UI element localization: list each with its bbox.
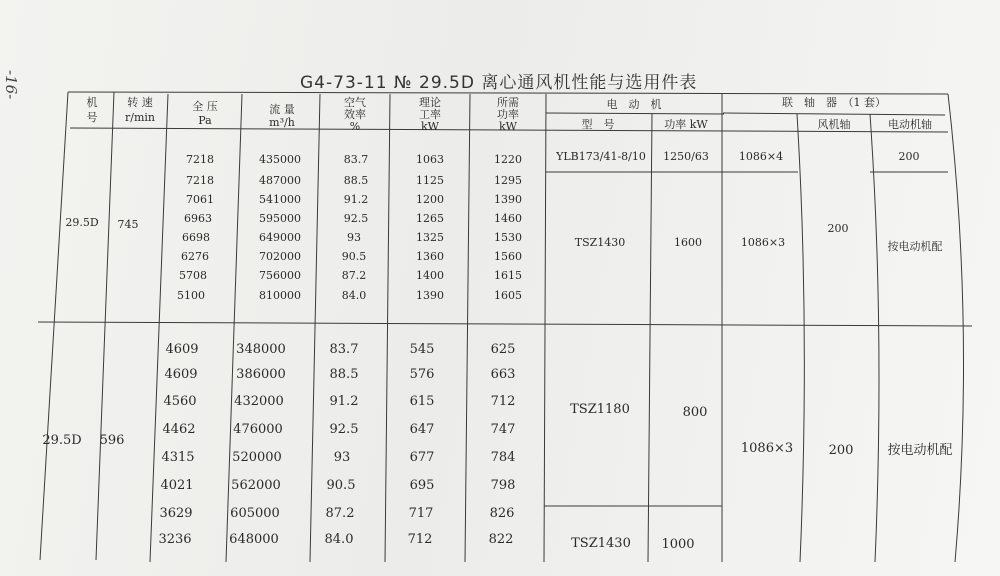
header-efficiency-2: 效率	[344, 108, 366, 121]
g1-pressure: 6963	[184, 212, 212, 225]
g2-motor-a-power: 800	[682, 405, 708, 420]
g2-motor-b-model: TSZ1430	[571, 536, 631, 551]
g2-theory: 647	[409, 422, 435, 437]
g1-coupling-a: 1086×4	[738, 150, 784, 163]
g2-motor-a-model: TSZ1180	[570, 402, 630, 417]
g2-pressure: 4462	[162, 422, 196, 437]
group-divider	[38, 322, 972, 326]
g1-motor-a-power: 1250/63	[663, 150, 709, 163]
g2-eff: 93	[333, 450, 351, 465]
g1-theory: 1325	[416, 231, 444, 244]
g1-eff: 93	[347, 231, 361, 244]
header-required: 所需	[497, 96, 519, 109]
group-1	[65, 150, 942, 302]
g2-required: 712	[490, 394, 516, 409]
g2-coupling: 1086×3	[740, 441, 794, 456]
g1-pressure: 5708	[179, 269, 207, 282]
g2-theory: 717	[408, 506, 434, 521]
g1-flow: 702000	[259, 250, 301, 263]
col-line-1	[96, 92, 114, 560]
g1-pressure: 7218	[186, 153, 214, 166]
g1-pressure: 6276	[181, 250, 209, 263]
g1-motor-shaft-b: 按电动机配	[887, 240, 943, 253]
g1-theory: 1125	[416, 174, 444, 187]
table-title: G4-73-11 № 29.5D 离心通风机性能与选用件表	[300, 73, 698, 93]
g1-coupling-b: 1086×3	[740, 236, 786, 249]
g2-eff: 83.7	[329, 342, 359, 357]
g2-fan-shaft: 200	[828, 443, 854, 458]
g2-flow: 520000	[232, 450, 282, 465]
g2-flow: 348000	[236, 342, 286, 357]
g2-flow: 562000	[231, 478, 281, 493]
g1-flow: 649000	[259, 231, 301, 244]
g2-eff: 90.5	[326, 478, 356, 493]
g1-fan-shaft: 200	[827, 222, 849, 235]
g2-flow: 605000	[230, 506, 280, 521]
g2-required: 798	[490, 478, 516, 493]
g1-motor-b-model: TSZ1430	[574, 236, 626, 249]
header-flow: 流 量	[269, 103, 295, 116]
g2-required: 625	[490, 342, 516, 357]
g1-flow: 756000	[259, 269, 301, 282]
g1-pressure: 6698	[182, 231, 210, 244]
g2-eff: 88.5	[329, 367, 359, 382]
g2-eff: 87.2	[325, 506, 355, 521]
group2-machine-no: 29.5D	[42, 433, 82, 448]
g1-eff: 84.0	[341, 289, 367, 302]
header-theory-2: 工率	[419, 108, 441, 121]
group2-speed: 596	[99, 433, 125, 448]
g1-motor-a-model: YLB173/41-8/10	[556, 150, 646, 163]
g1-required: 1295	[494, 174, 522, 187]
g2-required: 784	[490, 450, 516, 465]
header-motor-shaft: 电动机轴	[888, 118, 932, 131]
g1-theory: 1063	[416, 153, 444, 166]
header-speed-unit: r/min	[125, 111, 155, 124]
g1-flow: 810000	[259, 289, 301, 302]
group1-machine-no: 29.5D	[65, 216, 99, 229]
header-machine-2: 号	[86, 111, 98, 124]
g2-pressure: 4609	[165, 342, 199, 357]
g1-required: 1390	[494, 193, 522, 206]
g1-pressure: 7218	[186, 174, 214, 187]
g2-pressure: 4315	[161, 450, 195, 465]
header-motor: 电 动 机	[606, 98, 662, 111]
g1-required: 1615	[494, 269, 522, 282]
g2-theory: 695	[409, 478, 435, 493]
g1-pressure: 5100	[177, 289, 205, 302]
g1-theory: 1390	[416, 289, 444, 302]
g1-required: 1530	[494, 231, 522, 244]
g2-required: 822	[488, 532, 514, 547]
header-theory: 理论	[419, 96, 441, 109]
g1-eff: 83.7	[343, 153, 369, 166]
coupling-subheader-rule	[723, 113, 945, 115]
g2-pressure: 4021	[160, 478, 194, 493]
g1-flow: 435000	[259, 153, 301, 166]
left-border	[40, 92, 68, 560]
header-efficiency: 空气	[344, 96, 366, 109]
g1-flow: 487000	[259, 174, 301, 187]
header-fan-shaft: 风机轴	[817, 118, 851, 131]
g1-eff: 90.5	[341, 250, 367, 263]
page-number: -16-	[2, 70, 20, 100]
g2-pressure: 3236	[158, 532, 192, 547]
g2-pressure: 4609	[164, 367, 198, 382]
g2-required: 747	[490, 422, 516, 437]
right-border	[948, 94, 964, 562]
g1-eff: 87.2	[341, 269, 367, 282]
g2-motor-b-power: 1000	[661, 537, 695, 552]
g1-eff: 92.5	[343, 212, 369, 225]
g1-pressure: 7061	[186, 193, 214, 206]
g1-flow: 595000	[259, 212, 301, 225]
g2-theory: 677	[409, 450, 435, 465]
header-coupling: 联 轴 器 （1 套）	[782, 96, 886, 109]
g2-flow: 648000	[229, 532, 279, 547]
motor-subheader-rule	[546, 113, 724, 114]
g2-required: 826	[489, 506, 515, 521]
header-motor-power: 功率 kW	[664, 118, 708, 131]
header-speed: 转 速	[127, 96, 153, 109]
g2-pressure: 4560	[163, 394, 197, 409]
group1-speed: 745	[117, 218, 139, 231]
g1-motor-shaft-a: 200	[898, 150, 920, 163]
g1-theory: 1360	[416, 250, 444, 263]
g2-theory: 576	[409, 367, 435, 382]
header-flow-unit: m³/h	[269, 116, 295, 129]
g1-eff: 88.5	[343, 174, 369, 187]
g2-flow: 386000	[236, 367, 286, 382]
g2-theory: 712	[407, 532, 433, 547]
g2-required: 663	[490, 367, 516, 382]
header-motor-model: 型 号	[581, 118, 615, 131]
g2-flow: 432000	[234, 394, 284, 409]
g2-motor-shaft: 按电动机配	[887, 443, 953, 458]
g1-required: 1460	[494, 212, 522, 225]
header-machine: 机	[86, 96, 98, 109]
group-2	[42, 342, 952, 552]
g1-motor-b-power: 1600	[674, 236, 702, 249]
g2-pressure: 3629	[159, 506, 193, 521]
g2-theory: 615	[409, 394, 435, 409]
header-required-2: 功率	[497, 108, 519, 121]
g2-eff: 84.0	[324, 532, 354, 547]
header-pressure: 全 压	[192, 100, 218, 113]
g1-theory: 1400	[416, 269, 444, 282]
g2-theory: 545	[409, 342, 435, 357]
header-pressure-unit: Pa	[198, 114, 212, 127]
g1-required: 1220	[494, 153, 522, 166]
top-border	[68, 92, 948, 94]
g1-flow: 541000	[259, 193, 301, 206]
g1-theory: 1200	[416, 193, 444, 206]
g1-required: 1605	[494, 289, 522, 302]
g2-flow: 476000	[233, 422, 283, 437]
g2-eff: 91.2	[329, 394, 359, 409]
g2-eff: 92.5	[329, 422, 359, 437]
g1-eff: 91.2	[343, 193, 369, 206]
header-required-unit: kW	[499, 120, 517, 133]
header-efficiency-unit: %	[349, 120, 361, 133]
header-theory-unit: kW	[421, 120, 439, 133]
g1-theory: 1265	[416, 212, 444, 225]
g1-required: 1560	[494, 250, 522, 263]
